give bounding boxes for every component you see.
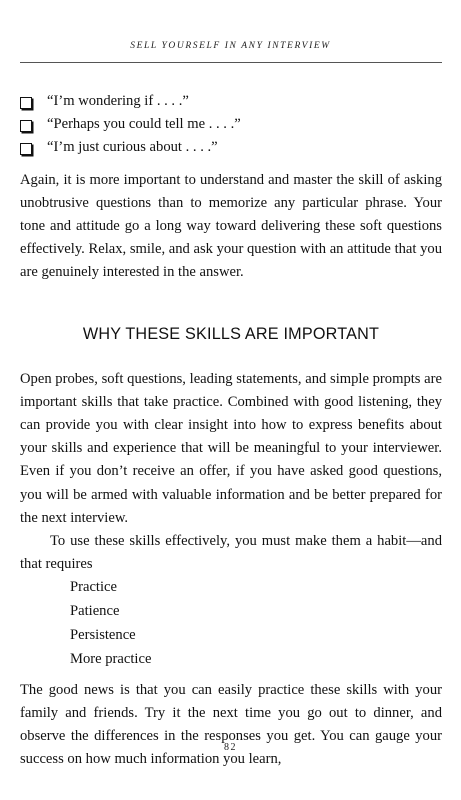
checklist-item-text: “I’m wondering if . . . .” [47,93,189,109]
page-body [20,90,442,771]
running-header: SELL YOURSELF IN ANY INTERVIEW [130,41,331,51]
page-number: 82 [224,742,237,753]
body-paragraph: Again, it is more important to understand and master the skill of asking unobtrusive questions than to memorize any particular phrase. Your tone and attitude go a long way toward delivering these soft questions effectively. Relax, smile, and ask your question with an attitude that you are genuinely interested in the answer. [20,171,442,281]
practice-list [20,576,442,671]
checklist-item [20,90,442,113]
practice-list-item: Persistence [70,627,136,643]
checkbox-icon [20,143,32,155]
checklist-item-text: “Perhaps you could tell me . . . .” [47,116,241,133]
body-paragraph: The good news is that you can easily practice these skills with your family and friends. Try it the next time you go out to dinner, and observe the differences in the responses you get. You can gauge your success on how much information you learn, [20,681,442,768]
checklist-item [20,136,442,159]
checkbox-icon [20,97,32,109]
checklist-item [20,113,442,136]
practice-list-item: Practice [70,579,117,596]
section-heading: WHY THESE SKILLS ARE IMPORTANT [82,324,380,343]
practice-list-item: Patience [70,603,120,620]
header-divider [20,62,442,63]
body-paragraph: To use these skills effectively, you must make them a habit—and that requires [20,533,442,573]
checkbox-icon [20,120,32,132]
checklist-item-text: “I’m just curious about . . . .” [47,139,218,156]
question-checklist [20,90,442,160]
practice-list-item: More practice [70,650,152,667]
body-paragraph: Open probes, soft questions, leading statements, and simple prompts are important skills that take practice. Combined with good listening, they can provide you with clear insight into how to express benefits about your skills and experience that will be meaningful to your interviewer. Even if you don’t receive an offer, if you have asked good questions, you will be armed with valuable information and be better prepared for the next interview. [20,370,442,526]
